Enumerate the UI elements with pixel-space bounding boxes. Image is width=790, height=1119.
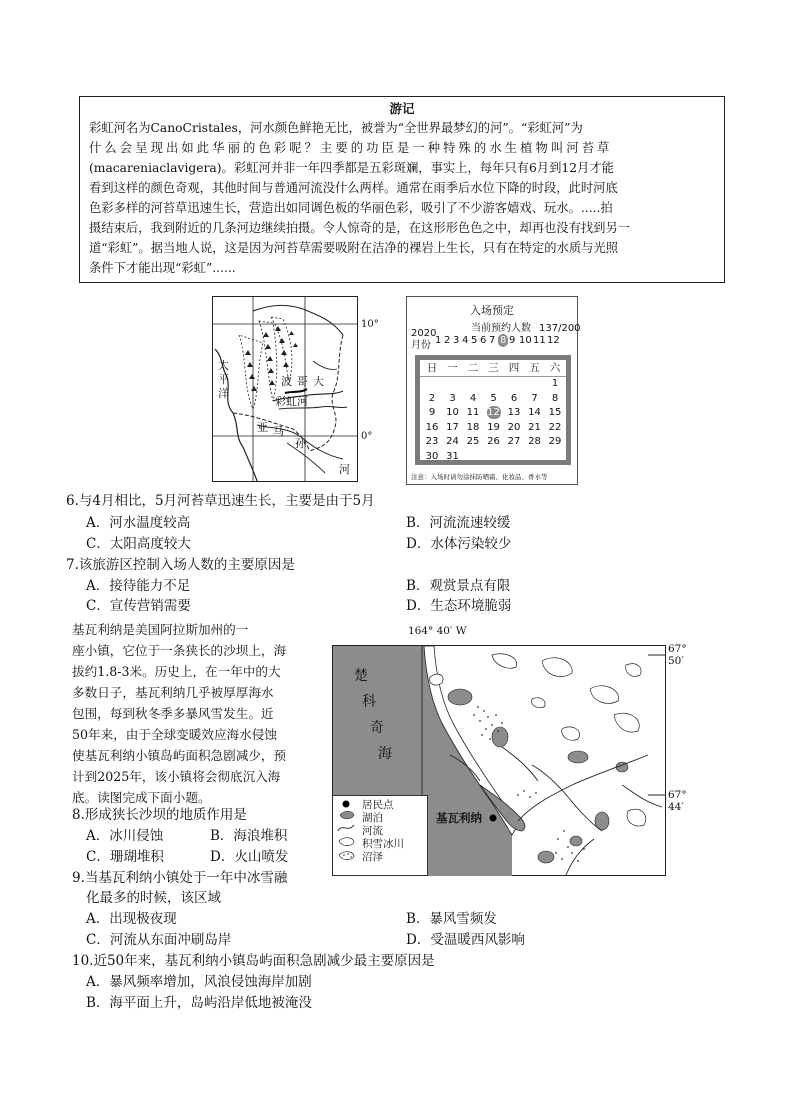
month-7[interactable]: 7 <box>489 335 496 346</box>
bogota-label-1: 波 <box>281 375 292 388</box>
q7-stem: 7.该旅游区控制入场人数的主要原因是 <box>66 557 295 573</box>
day-cell[interactable]: 30 <box>425 450 439 462</box>
kivalina-line: 底。读图完成下面小题。 <box>72 790 211 805</box>
lat-bottom-label: 67° 44′ <box>668 789 687 813</box>
passage-line: 色彩多样的河苔草迅速生长，营造出如同调色板的华丽色彩，吸引了不少游客嬉戏、玩水。.....拍 <box>89 201 613 215</box>
kivalina-map <box>332 625 687 876</box>
reserved-count: 137/200 <box>539 323 581 334</box>
day-cells <box>420 377 566 462</box>
q10-option-a[interactable]: A．暴风频率增加，风浪侵蚀海岸加剧 <box>86 974 312 990</box>
pacific-label-3: 洋 <box>218 387 229 400</box>
month-5[interactable]: 5 <box>471 335 478 346</box>
legend-lake: 湖泊 <box>362 812 383 824</box>
passage-line: 摄结束后，我到附近的几条河边继续拍摄。令人惊奇的是，在这形形色色之中，却再也没有找到另一 <box>89 221 631 235</box>
kivalina-line: 座小镇，它位于一条狭长的沙坝上，海 <box>72 643 287 658</box>
day-cell[interactable]: 20 <box>507 421 521 433</box>
calendar-month-label: 月份 <box>411 340 431 351</box>
passage-line: 什么会呈现出如此华丽的色彩呢？主要的功臣是一种特殊的水生植物叫河苔草 <box>89 141 613 155</box>
rainbow-river-label: 彩虹河 <box>275 395 308 408</box>
month-9[interactable]: 9 <box>509 335 516 346</box>
month-11[interactable]: 11 <box>533 335 546 346</box>
day-cell[interactable]: 11 <box>466 407 480 418</box>
day-cell[interactable]: 24 <box>446 436 459 447</box>
day-cell[interactable]: 3 <box>449 392 456 404</box>
q7-option-b[interactable]: B．观赏景点有限 <box>406 578 511 594</box>
reserved-label: 当前预约人数 <box>471 323 531 334</box>
day-cell[interactable]: 10 <box>446 407 459 418</box>
day-cell[interactable]: 29 <box>548 436 562 447</box>
bogota-label-2: 哥 <box>297 375 308 388</box>
legend-glacier: 积雪冰川 <box>362 838 404 850</box>
day-cell[interactable]: 19 <box>487 421 500 433</box>
colombia-map <box>212 296 379 482</box>
q9-option-b[interactable]: B．暴风雪频发 <box>406 911 497 927</box>
q10-stem: 10.近50年来，基瓦利纳小镇岛屿面积急剧减少最主要原因是 <box>72 953 435 969</box>
q8-stem: 8.形成狭长沙坝的地质作用是 <box>72 807 247 823</box>
calendar-note: 注意：入场时请勿涂抹防晒霜、化妆品、香水等 <box>411 473 548 481</box>
day-cell[interactable]: 21 <box>528 421 541 433</box>
kivalina-line: 50年来，由于全球变暖效应海水侵蚀 <box>72 727 277 742</box>
weekday-row <box>420 362 566 377</box>
sea-label-3: 奇 <box>370 720 384 736</box>
kivalina-line: 基瓦利纳是美国阿拉斯加州的一 <box>72 622 249 637</box>
amazon-label-1: 亚 <box>257 421 268 434</box>
calendar-year: 2020 <box>411 328 437 339</box>
passage-line: 彩虹河名为CanoCristales，河水颜色鲜艳无比，被誉为“全世界最梦幻的河”。“彩虹河”为 <box>89 121 583 135</box>
kivalina-line: 计到2025年，该小镇将会彻底沉入海 <box>72 769 281 784</box>
q8-option-d[interactable]: D．火山喷发 <box>210 849 289 865</box>
q10-option-b[interactable]: B．海平面上升，岛屿沿岸低地被淹没 <box>86 995 312 1011</box>
day-cell[interactable]: 1 <box>551 378 559 389</box>
day-cell[interactable]: 17 <box>446 421 459 433</box>
colombia-map-drawing <box>213 297 357 481</box>
month-1[interactable]: 1 <box>435 335 442 346</box>
weekday-label: 五 <box>529 362 540 374</box>
weekday-label: 六 <box>549 362 561 374</box>
legend-swamp: 沼泽 <box>362 851 383 863</box>
month-3[interactable]: 3 <box>453 335 460 346</box>
month-2[interactable]: 2 <box>444 335 451 346</box>
q6-stem: 6.与4月相比，5月河苔草迅速生长，主要是由于5月 <box>66 493 375 509</box>
day-cell[interactable]: 16 <box>425 421 439 433</box>
q6-option-b[interactable]: B．河流流速较缓 <box>406 515 511 531</box>
day-cell[interactable]: 9 <box>428 407 436 418</box>
day-cell[interactable]: 23 <box>425 436 439 447</box>
q6-option-d[interactable]: D．水体污染较少 <box>406 536 512 552</box>
month-4[interactable]: 4 <box>462 335 469 346</box>
day-cell[interactable]: 6 <box>510 392 518 404</box>
q9-stem-line1: 9.当基瓦利纳小镇处于一年中冰雪融 <box>72 870 288 886</box>
passage-line: 道“彩虹”。据当地人说，这是因为河苔草需要吸附在洁净的裸岩上生长，只有在特定的水质与光照 <box>89 241 619 255</box>
q7-option-a[interactable]: A．接待能力不足 <box>86 578 191 594</box>
town-label: 基瓦利纳 <box>436 811 482 825</box>
kivalina-line: 包围，每到秋冬季多暴风雪发生。近 <box>72 706 274 721</box>
q8-option-c[interactable]: C．珊瑚堆积 <box>86 849 164 865</box>
day-cell[interactable]: 12 <box>487 407 500 418</box>
calendar-title: 入场预定 <box>470 304 514 317</box>
day-cell[interactable]: 4 <box>469 392 477 404</box>
longitude-label: 164° 40′ W <box>408 625 467 637</box>
passage-box <box>79 96 725 283</box>
legend-settlement: 居民点 <box>362 799 394 811</box>
day-cell[interactable]: 25 <box>466 436 480 447</box>
day-cell[interactable]: 28 <box>528 436 541 447</box>
legend-river: 河流 <box>362 825 383 837</box>
pacific-label-2: 平 <box>218 373 229 386</box>
weekday-label: 二 <box>467 362 479 374</box>
passage-line: 条件下才能出现“彩虹”...... <box>89 261 236 275</box>
day-cell[interactable]: 15 <box>548 407 562 418</box>
day-cell[interactable]: 2 <box>428 392 436 404</box>
weekday-label: 一 <box>447 362 458 374</box>
day-cell[interactable]: 7 <box>531 392 538 404</box>
day-cell[interactable]: 5 <box>490 392 497 404</box>
passage-line: 看到这样的颜色奇观，其他时间与普通河流没什么两样。通常在雨季后水位下降的时段，此时河底 <box>89 181 618 195</box>
weekday-label: 日 <box>426 362 438 374</box>
sea-label-1: 楚 <box>354 668 368 684</box>
day-cell[interactable]: 22 <box>548 421 562 433</box>
lat-top-label: 67° 50′ <box>668 643 687 667</box>
month-8[interactable]: 8 <box>500 335 507 346</box>
amazon-label-3: 孙 <box>295 437 306 450</box>
month-12[interactable]: 12 <box>547 335 560 346</box>
q6-option-a[interactable]: A．河水温度较高 <box>86 515 191 531</box>
day-cell[interactable]: 8 <box>551 392 559 404</box>
q9-option-c[interactable]: C．河流从东面冲刷岛岸 <box>86 932 232 948</box>
calendar-grid <box>415 355 571 465</box>
reservation-calendar <box>406 296 581 485</box>
month-selector <box>435 334 577 348</box>
q8-option-a[interactable]: A．冰川侵蚀 <box>86 828 164 844</box>
kivalina-line: 使基瓦利纳小镇岛屿面积急剧减少，预 <box>72 748 287 763</box>
q6-option-c[interactable]: C．太阳高度较大 <box>86 536 191 552</box>
weekday-label: 三 <box>488 362 499 374</box>
passage-title: 游记 <box>389 101 415 116</box>
kivalina-line: 多数日子，基瓦利纳几乎被厚厚海水 <box>72 685 274 700</box>
day-cell[interactable]: 13 <box>507 407 521 418</box>
passage-line: (macareniaclavigera)。彩虹河并非一年四季都是五彩斑斓，事实上，每年只有6月到12月才能 <box>89 161 614 175</box>
pacific-label-1: 太 <box>218 359 229 372</box>
amazon-label-2: 马 <box>273 425 284 438</box>
q9-option-d[interactable]: D．受温暖西风影响 <box>406 932 525 948</box>
sea-label-2: 科 <box>362 694 376 710</box>
day-cell[interactable]: 31 <box>446 450 459 462</box>
weekday-label: 四 <box>508 362 520 374</box>
lat-10-label: 10° <box>361 319 379 330</box>
sea-label-4: 海 <box>378 746 392 762</box>
month-6[interactable]: 6 <box>480 335 487 346</box>
amazon-label-4: 河 <box>339 463 350 476</box>
month-10[interactable]: 10 <box>519 335 532 346</box>
lat-0-label: 0° <box>361 431 373 442</box>
kivalina-line: 拔约1.8-3米。历史上，在一年中的大 <box>72 664 281 679</box>
q9-stem-line2: 化最多的时候，该区域 <box>86 890 221 906</box>
day-cell[interactable]: 27 <box>507 436 521 447</box>
q9-option-a[interactable]: A．出现极夜现 <box>86 911 177 927</box>
q8-option-b[interactable]: B．海浪堆积 <box>210 828 288 844</box>
day-cell[interactable]: 26 <box>487 436 500 447</box>
q7-option-d[interactable]: D．生态环境脆弱 <box>406 598 512 614</box>
day-cell[interactable]: 18 <box>466 421 480 433</box>
bogota-label-3: 大 <box>313 375 324 388</box>
day-cell[interactable]: 14 <box>528 407 541 418</box>
q7-option-c[interactable]: C．宣传营销需要 <box>86 598 191 614</box>
